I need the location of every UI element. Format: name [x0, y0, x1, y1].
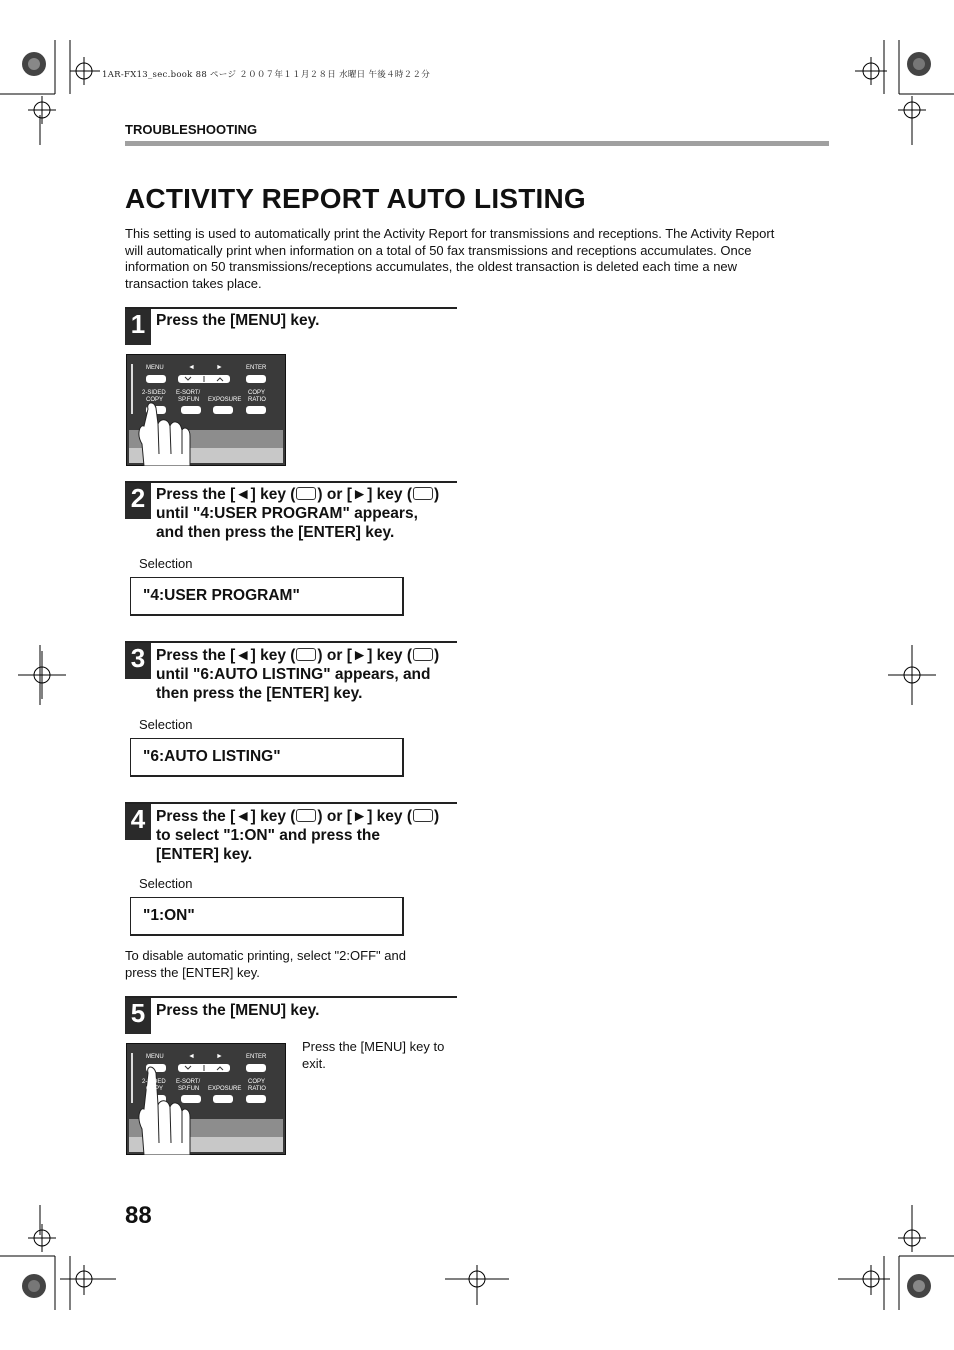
text-fragment: ] key ( — [250, 486, 296, 503]
text-fragment: ] key ( — [250, 808, 296, 825]
step-text-line — [156, 485, 439, 504]
copy-ratio-label-1: COPY — [248, 390, 266, 396]
step-divider — [125, 641, 457, 643]
intro-paragraph — [125, 226, 825, 292]
header-rule — [125, 141, 829, 146]
up-key-icon — [413, 648, 433, 661]
intro-line: will automatically print when information on a total of 50 fax transmissions and receptions accumulates. Once — [125, 242, 752, 258]
text-fragment: ) or [ — [317, 647, 352, 664]
step-number: 3 — [125, 643, 151, 679]
step-text-line: and then press the [ENTER] key. — [156, 524, 395, 541]
down-key-icon — [296, 648, 316, 661]
exit-note — [302, 1039, 444, 1072]
right-arrow-icon: ► — [351, 647, 368, 664]
esort-label: E-SORT/ — [176, 1079, 201, 1085]
control-panel-illustration — [126, 1043, 286, 1155]
spfun-label: SP.FUN — [178, 397, 200, 403]
down-key-icon — [296, 487, 316, 500]
text-fragment: ) — [434, 647, 440, 664]
step-text-line: [ENTER] key. — [156, 846, 253, 863]
step-text-line: until "6:AUTO LISTING" appears, and — [156, 666, 431, 683]
step-divider — [125, 802, 457, 804]
left-arrow-label: ◄ — [188, 1053, 195, 1060]
two-sided-label: 2-SIDED — [142, 1079, 166, 1085]
enter-label: ENTER — [246, 1054, 267, 1060]
step-text-line: to select "1:ON" and press the — [156, 827, 381, 844]
copy-label: COPY — [146, 397, 164, 403]
step-number: 4 — [125, 804, 151, 840]
menu-label: MENU — [146, 1054, 164, 1060]
text-fragment: ] key ( — [367, 647, 413, 664]
text-fragment: ) or [ — [317, 808, 352, 825]
right-arrow-label: ► — [216, 364, 223, 371]
spfun-label: SP.FUN — [178, 1086, 200, 1092]
up-key-icon — [413, 809, 433, 822]
lcd-display: "6:AUTO LISTING" — [130, 738, 404, 777]
text-fragment: ) or [ — [317, 486, 352, 503]
step-4-instruction — [156, 807, 439, 864]
right-arrow-icon: ► — [351, 808, 368, 825]
down-key-icon — [296, 809, 316, 822]
step-divider — [125, 307, 457, 309]
text-fragment: ) — [434, 486, 440, 503]
step-text-line: Press the [MENU] key. — [156, 312, 320, 329]
section-label: TROUBLESHOOTING — [125, 122, 258, 137]
page-number: 88 — [125, 1202, 152, 1229]
copy-ratio-label-1: COPY — [248, 1079, 266, 1085]
two-sided-label: 2-SIDED — [142, 390, 166, 396]
step-text-line: Press the [MENU] key. — [156, 1002, 320, 1019]
note-line: press the [ENTER] key. — [125, 964, 260, 980]
lcd-display: "4:USER PROGRAM" — [130, 577, 404, 616]
step-divider — [125, 481, 457, 483]
disable-note — [125, 948, 406, 981]
step-3-instruction — [156, 646, 439, 703]
step-2-instruction — [156, 485, 439, 542]
exposure-label: EXPOSURE — [208, 1086, 242, 1092]
step-number: 5 — [125, 998, 151, 1034]
step-text-line: then press the [ENTER] key. — [156, 685, 363, 702]
copy-label: COPY — [146, 1086, 164, 1092]
step-number: 2 — [125, 483, 151, 519]
copy-ratio-label-2: RATIO — [248, 1086, 266, 1092]
menu-label: MENU — [146, 365, 164, 371]
step-number: 1 — [125, 309, 151, 345]
page-title: ACTIVITY REPORT AUTO LISTING — [125, 183, 586, 214]
left-arrow-icon: ◄ — [235, 808, 251, 825]
right-arrow-label: ► — [216, 1053, 223, 1060]
text-fragment: ] key ( — [367, 808, 413, 825]
step-divider — [125, 996, 457, 998]
selection-label: Selection — [139, 717, 193, 732]
text-fragment: ] key ( — [250, 647, 296, 664]
text-fragment: Press the [ — [156, 647, 236, 664]
left-arrow-icon: ◄ — [235, 647, 251, 664]
intro-line: information on 50 transmissions/receptions accumulates, the oldest transaction is deleted each time a new — [125, 259, 738, 274]
selection-label: Selection — [139, 556, 193, 571]
esort-label: E-SORT/ — [176, 390, 201, 396]
text-fragment: ) — [434, 808, 440, 825]
note-line: To disable automatic printing, select "2:OFF" and — [125, 948, 406, 963]
intro-line: This setting is used to automatically print the Activity Report for transmissions and receptions. The Activity Report — [125, 226, 775, 241]
copy-ratio-label-2: RATIO — [248, 397, 266, 403]
enter-label: ENTER — [246, 365, 267, 371]
left-arrow-icon: ◄ — [235, 486, 251, 503]
text-fragment: ] key ( — [367, 486, 413, 503]
control-panel-illustration — [126, 354, 286, 466]
note-line: Press the [MENU] key to — [302, 1039, 445, 1054]
step-1-instruction — [156, 311, 319, 330]
up-key-icon — [413, 487, 433, 500]
print-info: 1AR-FX13_sec.book 88 ページ ２００７年１１月２８日 水曜日 午後４時２２分 — [102, 70, 431, 80]
step-5-instruction — [156, 1001, 319, 1020]
step-text-line — [156, 807, 439, 826]
lcd-display: "1:ON" — [130, 897, 404, 936]
left-arrow-label: ◄ — [188, 364, 195, 371]
text-fragment: Press the [ — [156, 486, 236, 503]
note-line: exit. — [302, 1055, 326, 1071]
intro-line: transaction takes place. — [125, 275, 262, 291]
step-text-line — [156, 646, 439, 665]
text-fragment: Press the [ — [156, 808, 236, 825]
selection-label: Selection — [139, 876, 193, 891]
right-arrow-icon: ► — [351, 486, 368, 503]
step-text-line: until "4:USER PROGRAM" appears, — [156, 505, 418, 522]
exposure-label: EXPOSURE — [208, 397, 242, 403]
